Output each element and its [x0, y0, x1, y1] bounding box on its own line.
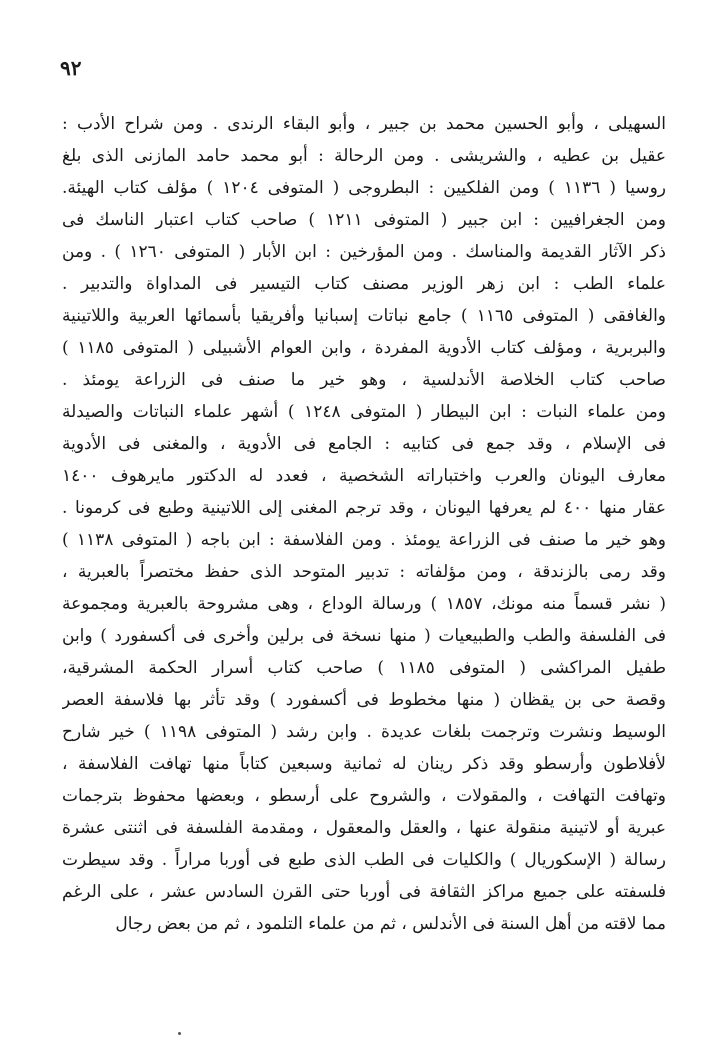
text-line: ومن علماء النبات : ابن البيطار ( المتوفى ١٢٤٨ ) أشهر علماء النباتات والصيدلة — [62, 402, 666, 422]
text-line: فى الإسلام ، وقد جمع فى كتابيه : الجامع فى الأدوية ، والمغنى فى الأدوية — [62, 434, 666, 454]
text-line: عبرية أو لاتينية منقولة عنها ، والعقل والمعقول ، ومقدمة الفلسفة فى اثنتى عشرة — [62, 818, 666, 838]
page-number: ٩٢ — [60, 56, 82, 80]
text-line: معارف اليونان والعرب واختباراته الشخصية ، فعدد له الدكتور مايرهوف ١٤٠٠ — [62, 466, 666, 486]
text-line: ومن الجغرافيين : ابن جبير ( المتوفى ١٢١١ ) صاحب كتاب اعتبار الناسك فى — [62, 210, 666, 230]
text-line: وقد رمى بالزندقة ، ومن مؤلفاته : تدبير المتوحد الذى حفظ مختصراً بالعبرية ، — [62, 562, 666, 582]
text-line: وتهافت التهافت ، والمقولات ، والشروح على أرسطو ، وبعضها محفوظ بترجمات — [62, 786, 666, 806]
body-text — [62, 108, 666, 940]
text-line: عقار منها ٤٠٠ لم يعرفها اليونان ، وقد ترجم المغنى إلى اللاتينية وطبع فى كرمونا . — [62, 498, 666, 518]
text-line: طفيل المراكشى ( المتوفى ١١٨٥ ) صاحب كتاب أسرار الحكمة المشرقية، — [62, 658, 666, 678]
text-line: لأفلاطون وأرسطو وقد ذكر رينان له ثمانية وسبعين كتاباً منها تهافت الفلاسفة ، — [62, 754, 666, 774]
text-line: مما لاقته من أهل السنة فى الأندلس ، ثم من علماء التلمود ، ثم من بعض رجال — [115, 914, 666, 934]
text-line: والغافقى ( المتوفى ١١٦٥ ) جامع نباتات إسبانيا وأفريقيا بأسمائها العربية واللاتينية — [62, 306, 666, 326]
text-line: رسالة ( الإسكوريال ) والكليات فى الطب الذى طبع فى أوربا مراراً . وقد سيطرت — [62, 850, 666, 870]
text-line: روسيا ( ١١٣٦ ) ومن الفلكيين : البطروجى ( المتوفى ١٢٠٤ ) مؤلف كتاب الهيئة. — [62, 178, 666, 198]
text-line: وهو خير ما صنف فى الزراعة يومئذ . ومن الفلاسفة : ابن باجه ( المتوفى ١١٣٨ ) — [62, 530, 666, 550]
text-line: ( نشر قسماً منه مونك، ١٨٥٧ ) ورسالة الوداع ، وهى مشروحة بالعبرية ومجموعة — [62, 594, 666, 614]
text-line: والبربرية ، ومؤلف كتاب الأدوية المفردة ، وابن العوام الأشبيلى ( المتوفى ١١٨٥ ) — [62, 338, 666, 358]
text-line: ذكر الآثار القديمة والمناسك . ومن المؤرخين : ابن الأبار ( المتوفى ١٢٦٠ ) . ومن — [62, 242, 666, 262]
text-line: وقصة حى بن يقظان ( منها مخطوط فى أكسفورد ) وقد تأثر بها فلاسفة العصر — [62, 690, 666, 710]
text-line: عقيل بن عطيه ، والشريشى . ومن الرحالة : أبو محمد حامد المازنى الذى بلغ — [62, 146, 666, 166]
text-line: صاحب كتاب الخلاصة الأندلسية ، وهو خير ما صنف فى الزراعة يومئذ . — [62, 370, 666, 390]
text-line: فلسفته على جميع مراكز الثقافة فى أوربا حتى القرن السادس عشر ، على الرغم — [62, 882, 666, 902]
text-line: الوسيط ونشرت وترجمت بلغات عديدة . وابن رشد ( المتوفى ١١٩٨ ) خير شارح — [62, 722, 666, 742]
footer-mark — [178, 1032, 181, 1035]
text-line: السهيلى ، وأبو الحسين محمد بن جبير ، وأبو البقاء الرندى . ومن شراح الأدب : — [62, 114, 666, 134]
text-line: فى الفلسفة والطب والطبيعيات ( منها نسخة فى برلين وأخرى فى أكسفورد ) وابن — [62, 626, 666, 646]
text-line: علماء الطب : ابن زهر الوزير مصنف كتاب التيسير فى المداواة والتدبير . — [62, 274, 666, 294]
